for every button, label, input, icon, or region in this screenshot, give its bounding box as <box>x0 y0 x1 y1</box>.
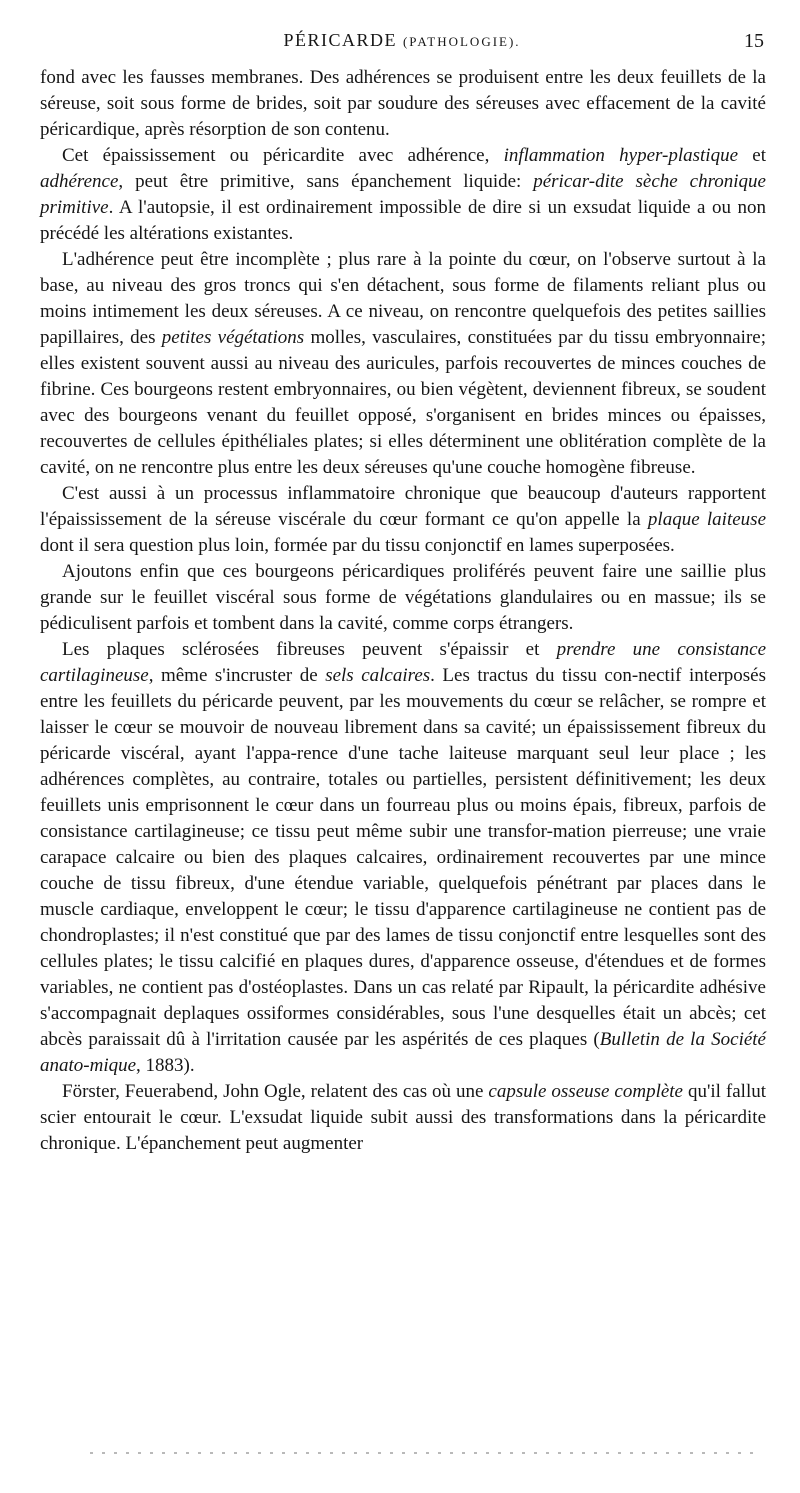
italic-text: petites végétations <box>161 327 305 348</box>
italic-text: sels calcaires <box>325 665 431 686</box>
italic-text: capsule osseuse complète <box>488 1081 683 1102</box>
text-run: L'adhérence peut être incomplète ; plus rare à la pointe du cœur, on l'observe surtout à la base, au niveau des gros troncs qui s'en détachent, sous forme de filaments reliant plus ou moins intimement les deux séreuses. A ce niveau, on rencontre quelquefois des petites saillies papillaires, des <box>40 249 766 348</box>
body-text <box>40 65 766 1157</box>
text-run: dont il sera question plus loin, formée par du tissu conjonctif en lames superposées. <box>40 535 675 556</box>
page-header <box>40 30 764 60</box>
paragraph <box>40 65 766 143</box>
text-run: et <box>738 145 766 166</box>
paragraph <box>40 481 766 559</box>
text-run: , peut être primitive, sans épanchement liquide: <box>118 171 534 192</box>
paragraph <box>40 247 766 481</box>
italic-text: adhérence <box>40 171 119 192</box>
text-run: qu'il fallut scier entourait le cœur. L'exsudat liquide subit aussi des transformations dans la péricardite chronique. L'épanchement peut augmenter <box>40 1081 766 1154</box>
scan-artifact-line <box>90 1452 760 1454</box>
italic-text: péricar-dite sèche chronique primitive <box>40 171 766 218</box>
italic-text: inflammation hyper-plastique <box>503 145 739 166</box>
italic-text: Bulletin de la Société anato-mique <box>40 1029 766 1076</box>
paragraph <box>40 1079 766 1157</box>
italic-text: prendre une consistance cartilagineuse <box>40 639 767 686</box>
text-run: , 1883). <box>136 1055 195 1076</box>
paragraph <box>40 637 766 1079</box>
text-run: . A l'autopsie, il est ordinairement impossible de dire si un exsudat liquide a ou non précédé les altérations existantes. <box>40 197 766 244</box>
text-run: , même s'incruster de <box>148 665 326 686</box>
text-run: Ajoutons enfin que ces bourgeons péricardiques proliférés peuvent faire une saillie plus grande sur le feuillet viscéral sous forme de végétations glandulaires ou en massue; ils se pédiculisent parfois et tombent dans la cavité, comme corps étrangers. <box>40 561 766 634</box>
text-run: molles, vasculaires, constituées par du tissu embryonnaire; elles existent souvent aussi au niveau des auricules, parfois recouvertes de minces couches de fibrine. Ces bourgeons restent embryonnaires, ou bien végètent, deviennent fibreux, se soudent avec des bourgeons venant du feuillet opposé, s'organisent en brides minces ou épaisses, recouvertes de cellules épithéliales plates; si elles déterminent une oblitération complète de la cavité, on ne rencontre plus entre les deux séreuses qu'une couche homogène fibreuse. <box>40 327 766 478</box>
running-subtitle-text: (PATHOLOGIE). <box>402 34 521 49</box>
text-run: C'est aussi à un processus inflammatoire chronique que beaucoup d'auteurs rapportent l'épaississement de la séreuse viscérale du cœur formant ce qu'on appelle la <box>40 483 766 530</box>
text-run: Les plaques sclérosées fibreuses peuvent s'épaissir et <box>62 639 557 660</box>
text-run: Cet épaississement ou péricardite avec adhérence, <box>62 145 504 166</box>
paragraph <box>40 143 766 247</box>
running-title-text: PÉRICARDE <box>283 30 397 50</box>
italic-text: plaque laiteuse <box>647 509 766 530</box>
running-title <box>40 30 764 51</box>
text-run: fond avec les fausses membranes. Des adhérences se produisent entre les deux feuillets de la séreuse, soit sous forme de brides, soit par soudure des séreuses avec effacement de la cavité péricardique, après résorption de son contenu. <box>40 67 766 140</box>
paragraph <box>40 559 766 637</box>
page-number: 15 <box>744 30 764 52</box>
text-run: Förster, Feuerabend, John Ogle, relatent des cas où une <box>62 1081 489 1102</box>
text-run: . Les tractus du tissu con-nectif interposés entre les feuillets du péricarde peuvent, par les mouvements du cœur se relâcher, se rompre et laisser le cœur se mouvoir de nouveau librement dans sa cavité; un épaississement fibreux du péricarde viscéral, ayant l'appa-rence d'une tache laiteuse marquant seul leur place ; les adhérences complètes, au contraire, totales ou partielles, persistent définitivement; les deux feuillets unis emprisonnent le cœur dans un fourreau plus ou moins épais, fibreux, parfois de consistance cartilagineuse; ce tissu peut même subir une transfor-mation pierreuse; une vraie carapace calcaire ou bien des plaques calcaires, ordinairement recouvertes par une mince couche de tissu fibreux, d'une étendue variable, quelquefois pénétrant par places dans le muscle cardiaque, enveloppent le cœur; le tissu d'apparence cartilagineuse ne contient pas de chondroplastes; il n'est constitué que par des lames de tissu conjonctif entre lesquelles sont des cellules plates; le tissu calcifié en plaques dures, d'apparence osseuse, d'étendues et de formes variables, ne contient pas d'ostéoplastes. Dans un cas relaté par Ripault, la péricardite adhésive s'accompagnait deplaques ossiformes considérables, sous l'une desquelles était un abcès; cet abcès paraissait dû à l'irritation causée par les aspérités de ces plaques ( <box>40 665 766 1050</box>
